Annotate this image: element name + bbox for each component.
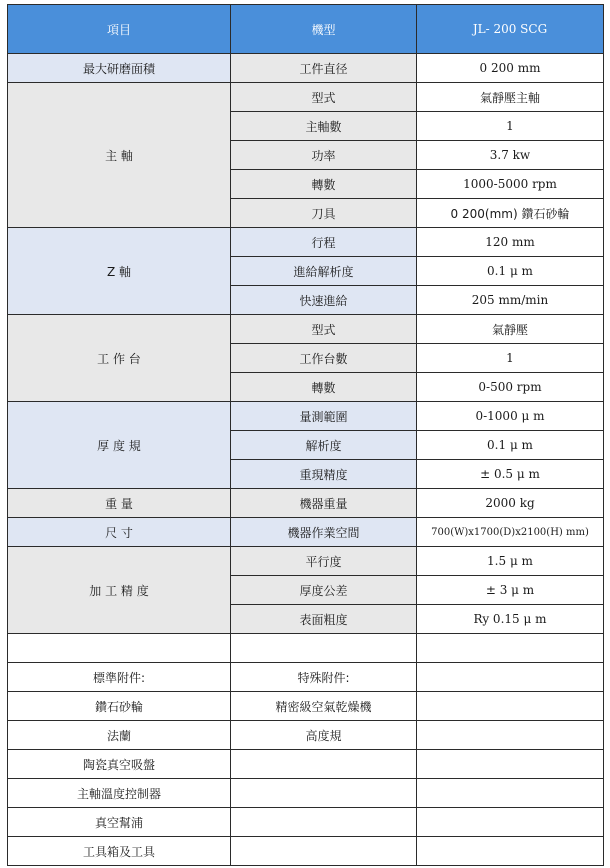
standard-accessory: 真空幫浦 [8,808,231,837]
empty-cell [417,750,604,779]
header-model-name: JL- 200 SCG [417,5,604,54]
table-row [8,721,604,750]
param-label: 主軸數 [231,112,417,141]
empty-cell [231,808,417,837]
empty-cell [417,634,604,663]
param-label: 平行度 [231,547,417,576]
section-label: 加 工 精 度 [8,547,231,634]
empty-cell [231,634,417,663]
table-row [8,634,604,663]
table-row [8,837,604,866]
table-row [8,402,604,431]
empty-cell [417,692,604,721]
param-label: 量測範圍 [231,402,417,431]
section-label: Z 軸 [8,228,231,315]
param-label: 轉數 [231,373,417,402]
param-label: 重現精度 [231,460,417,489]
empty-cell [417,779,604,808]
param-value: 120 mm [417,228,604,257]
param-value: 3.7 kw [417,141,604,170]
table-row [8,228,604,257]
standard-accessory: 陶瓷真空吸盤 [8,750,231,779]
section-label: 最大研磨面積 [8,54,231,83]
param-label: 功率 [231,141,417,170]
param-value: 1000-5000 rpm [417,170,604,199]
table-row [8,779,604,808]
standard-accessory: 工具箱及工具 [8,837,231,866]
param-value: 0.1 μ m [417,257,604,286]
param-value: ± 3 μ m [417,576,604,605]
table-row [8,54,604,83]
special-accessories-label: 特殊附件: [231,663,417,692]
section-label: 主 軸 [8,83,231,228]
param-value: 氣靜壓 [417,315,604,344]
empty-cell [231,750,417,779]
param-value: 1 [417,344,604,373]
param-label: 解析度 [231,431,417,460]
empty-cell [231,837,417,866]
section-label: 工 作 台 [8,315,231,402]
special-accessory: 高度規 [231,721,417,750]
param-label: 型式 [231,315,417,344]
param-value: 1 [417,112,604,141]
param-value: 1.5 μ m [417,547,604,576]
table-row [8,315,604,344]
table-row [8,750,604,779]
table-row [8,83,604,112]
param-value: 0 200 mm [417,54,604,83]
param-value: Ry 0.15 μ m [417,605,604,634]
param-value: 0-500 rpm [417,373,604,402]
empty-cell [417,663,604,692]
param-label: 型式 [231,83,417,112]
param-label: 轉數 [231,170,417,199]
param-label: 機器作業空間 [231,518,417,547]
table-row [8,808,604,837]
param-value: 0 200(mm) 鑽石砂輪 [417,199,604,228]
empty-cell [417,721,604,750]
param-label: 工件直径 [231,54,417,83]
param-label: 刀具 [231,199,417,228]
spec-table [7,4,604,866]
param-value: 0.1 μ m [417,431,604,460]
param-value: 205 mm/min [417,286,604,315]
standard-accessory: 鑽石砂輪 [8,692,231,721]
table-row [8,518,604,547]
param-value: 700(W)x1700(D)x2100(H) mm) [417,518,604,547]
param-value: 氣靜壓主軸 [417,83,604,112]
table-row [8,663,604,692]
table-row [8,489,604,518]
section-label: 尺 寸 [8,518,231,547]
param-label: 表面粗度 [231,605,417,634]
param-label: 快速進給 [231,286,417,315]
section-label: 重 量 [8,489,231,518]
empty-cell [231,779,417,808]
table-row [8,692,604,721]
param-label: 工作台數 [231,344,417,373]
header-item: 項目 [8,5,231,54]
header-row [8,5,604,54]
empty-cell [417,837,604,866]
empty-cell [8,634,231,663]
param-value: 2000 kg [417,489,604,518]
special-accessory: 精密級空氣乾燥機 [231,692,417,721]
empty-cell [417,808,604,837]
param-label: 機器重量 [231,489,417,518]
standard-accessories-label: 標準附件: [8,663,231,692]
param-value: ± 0.5 μ m [417,460,604,489]
section-label: 厚 度 規 [8,402,231,489]
table-row [8,547,604,576]
param-label: 進給解析度 [231,257,417,286]
header-model: 機型 [231,5,417,54]
param-value: 0-1000 μ m [417,402,604,431]
param-label: 行程 [231,228,417,257]
standard-accessory: 主軸溫度控制器 [8,779,231,808]
param-label: 厚度公差 [231,576,417,605]
standard-accessory: 法蘭 [8,721,231,750]
